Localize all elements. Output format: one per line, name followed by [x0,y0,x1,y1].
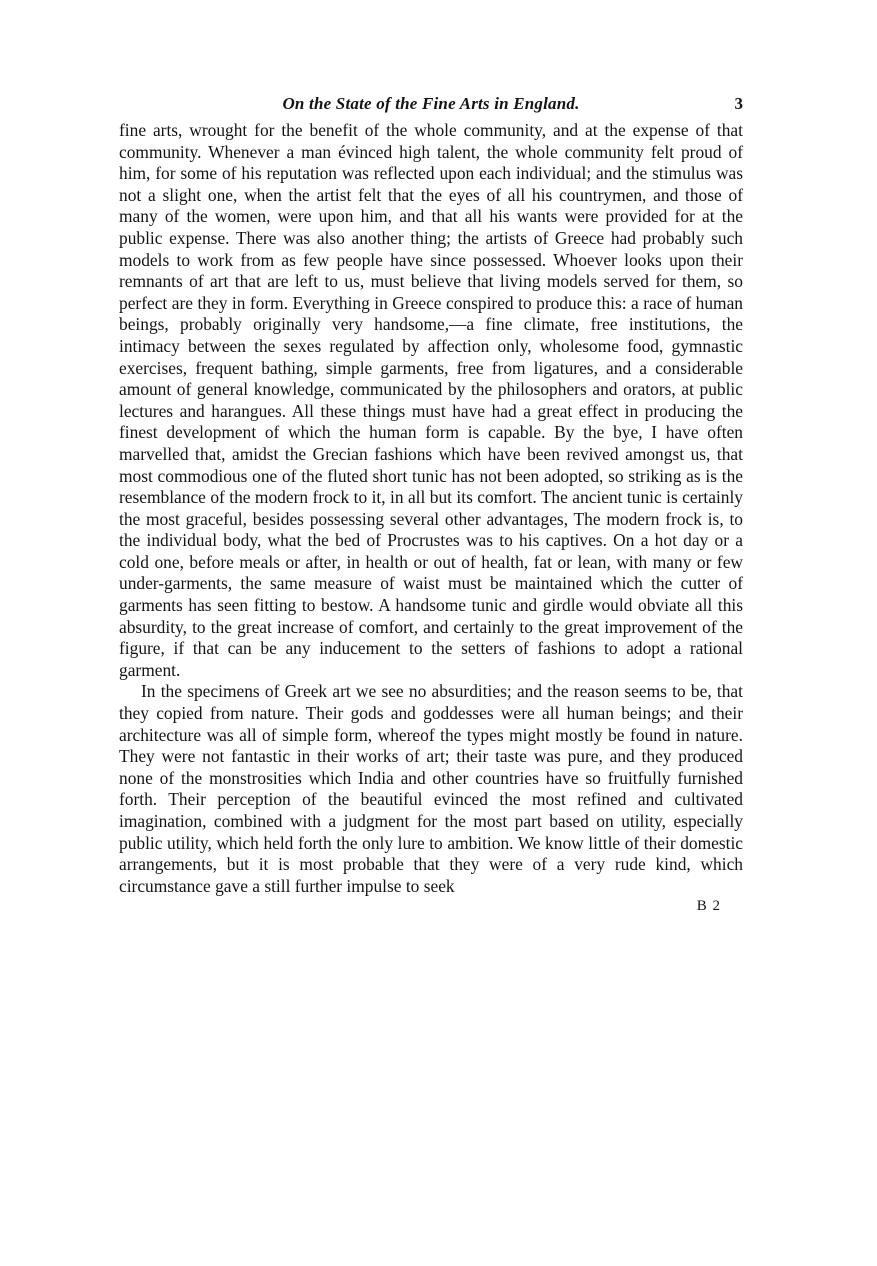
running-head [119,94,743,120]
book-page [119,94,743,915]
paragraph-2: In the specimens of Greek art we see no absurdities; and the reason seems to be, that they copied from nature. Their gods and goddesses were all human beings; and their architecture was all of simple form, whereof the types might mostly be found in nature. They were not fantastic in their works of art; their taste was pure, and they produced none of the monstrosities which India and other countries have so fruitfully furnished forth. Their perception of the beautiful evinced the most refined and cultivated imagination, combined with a judgment for the most part based on utility, especially public utility, which held forth the only lure to ambition. We know little of their domestic arrangements, but it is most probable that they were of a very rude kind, which circumstance gave a still further impulse to seek [119,681,743,896]
running-title: On the State of the Fine Arts in England. [282,94,580,113]
page-number: 3 [734,94,743,113]
signature-mark: B 2 [696,898,721,915]
paragraph-1: fine arts, wrought for the benefit of the whole community, and at the expense of that community. Whenever a man évinced high talent, the whole community felt proud of him, for some of his reputation was reflected upon each individual; and the stimulus was not a slight one, when the artist felt that the eyes of all his countrymen, and those of many of the women, were upon him, and that all his wants were provided for at the public expense. There was also another thing; the artists of Greece had probably such models to work from as few people have since possessed. Whoever looks upon their remnants of art that are left to us, must believe that living models served for them, so perfect are they in form. Everything in Greece conspired to produce this: a race of human beings, probably originally very handsome,—a fine climate, free institutions, the intimacy between the sexes regulated by affection only, wholesome food, gymnastic exercises, frequent bathing, simple garments, free from ligatures, and a considerable amount of general knowledge, communicated by the philosophers and orators, at public lectures and harangues. All these things must have had a great effect in producing the finest development of which the human form is capable. By the bye, I have often marvelled that, amidst the Grecian fashions which have been revived amongst us, that most commodious one of the fluted short tunic has not been adopted, so striking as is the resemblance of the modern frock to it, in all but its comfort. The ancient tunic is certainly the most graceful, besides possessing several other advantages, The modern frock is, to the individual body, what the bed of Procrustes was to his captives. On a hot day or a cold one, before meals or after, in health or out of health, fat or lean, with many or few under-garments, the same measure of waist must be maintained which the cutter of garments has seen fitting to bestow. A handsome tunic and girdle would obviate all this absurdity, to the great increase of comfort, and certainly to the great improvement of the figure, if that can be any inducement to the setters of fashions to adopt a rational garment. [119,120,743,680]
body-text [119,120,743,897]
